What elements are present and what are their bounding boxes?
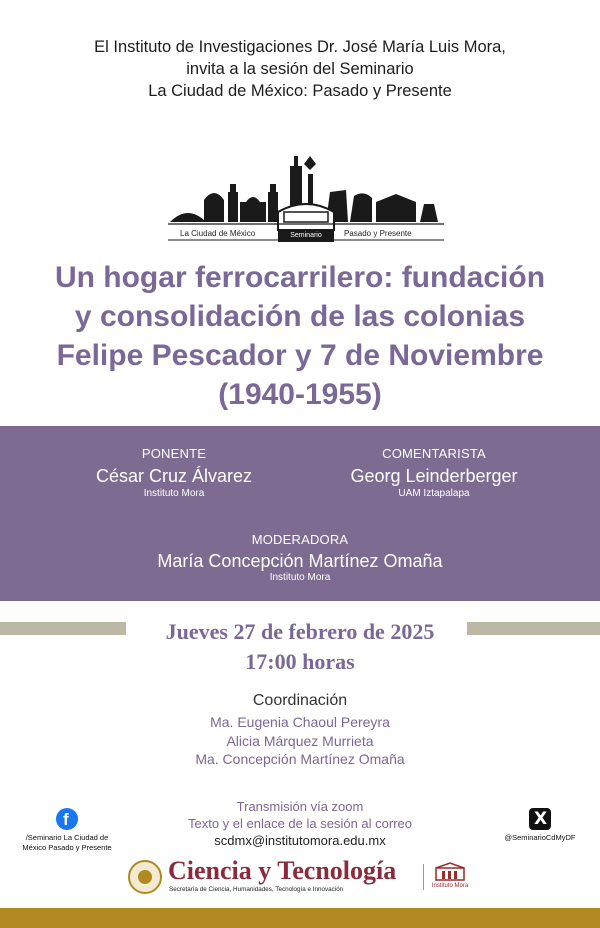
x-icon[interactable]: X [529, 808, 551, 830]
coordinator-name: Alicia Márquez Murrieta [226, 732, 374, 749]
brand-name: Ciencia y Tecnología [168, 856, 397, 885]
event-time: 17:00 horas [245, 649, 355, 674]
ponente-name: César Cruz Álvarez [95, 466, 253, 486]
national-seal-icon [128, 860, 162, 894]
ponente-role: PONENTE [141, 446, 207, 461]
moderadora-name: María Concepción Martínez Omaña [157, 551, 443, 571]
coordinator-name: Ma. Concepción Martínez Omaña [195, 751, 405, 767]
stream-email[interactable]: scdmx@institutomora.edu.mx [214, 833, 386, 848]
moderadora-role: MODERADORA [251, 532, 349, 547]
title-line: y consolidación de las colonias [74, 300, 526, 333]
title-line: (1940-1955) [218, 378, 382, 411]
intro-text [0, 36, 600, 102]
intro-line: La Ciudad de México: Pasado y Presente [148, 82, 452, 100]
comentarista-name: Georg Leinderberger [350, 466, 518, 486]
footer-divider [423, 864, 424, 890]
title-line: Un hogar ferrocarrilero: fundación [54, 261, 546, 294]
event-date: Jueves 27 de febrero de 2025 [165, 619, 435, 644]
facebook-label[interactable]: /Seminario La Ciudad de México Pasado y Presente [22, 833, 112, 852]
ponente-institution: Instituto Mora [143, 488, 205, 499]
moderadora-institution: Instituto Mora [269, 572, 331, 583]
comentarista-institution: UAM Iztapalapa [398, 488, 470, 499]
instituto-mora-logo-icon [434, 862, 466, 882]
stream-line2: Texto y el enlace de la sesión al correo [187, 816, 412, 831]
title-line: Felipe Pescador y 7 de Noviembre [56, 339, 544, 372]
brand-subtitle: Secretaría de Ciencia, Humanidades, Tecnología e Innovación [169, 886, 344, 893]
facebook-icon[interactable]: f [56, 808, 78, 830]
event-datetime [0, 617, 600, 677]
stream-line1: Transmisión vía zoom [236, 799, 364, 814]
intro-line: El Instituto de Investigaciones Dr. José María Luis Mora, [94, 38, 506, 56]
x-label[interactable]: @SeminarioCdMyDF [504, 833, 576, 842]
partner-name: Instituto Mora [431, 883, 469, 889]
footer-gold-bar [0, 908, 600, 928]
logo-center-text: Seminario [290, 232, 322, 239]
intro-line: invita a la sesión del Seminario [186, 60, 414, 78]
logo-left-text: La Ciudad de México [180, 229, 256, 238]
coordinator-name: Ma. Eugenia Chaoul Pereyra [210, 714, 390, 730]
coordination-list [0, 713, 600, 769]
seminar-logo [168, 152, 444, 244]
event-title [0, 258, 600, 414]
logo-right-text: Pasado y Presente [344, 229, 412, 238]
participants-band [0, 426, 600, 601]
coordination-label: Coordinación [252, 692, 348, 709]
comentarista-role: COMENTARISTA [382, 446, 486, 461]
